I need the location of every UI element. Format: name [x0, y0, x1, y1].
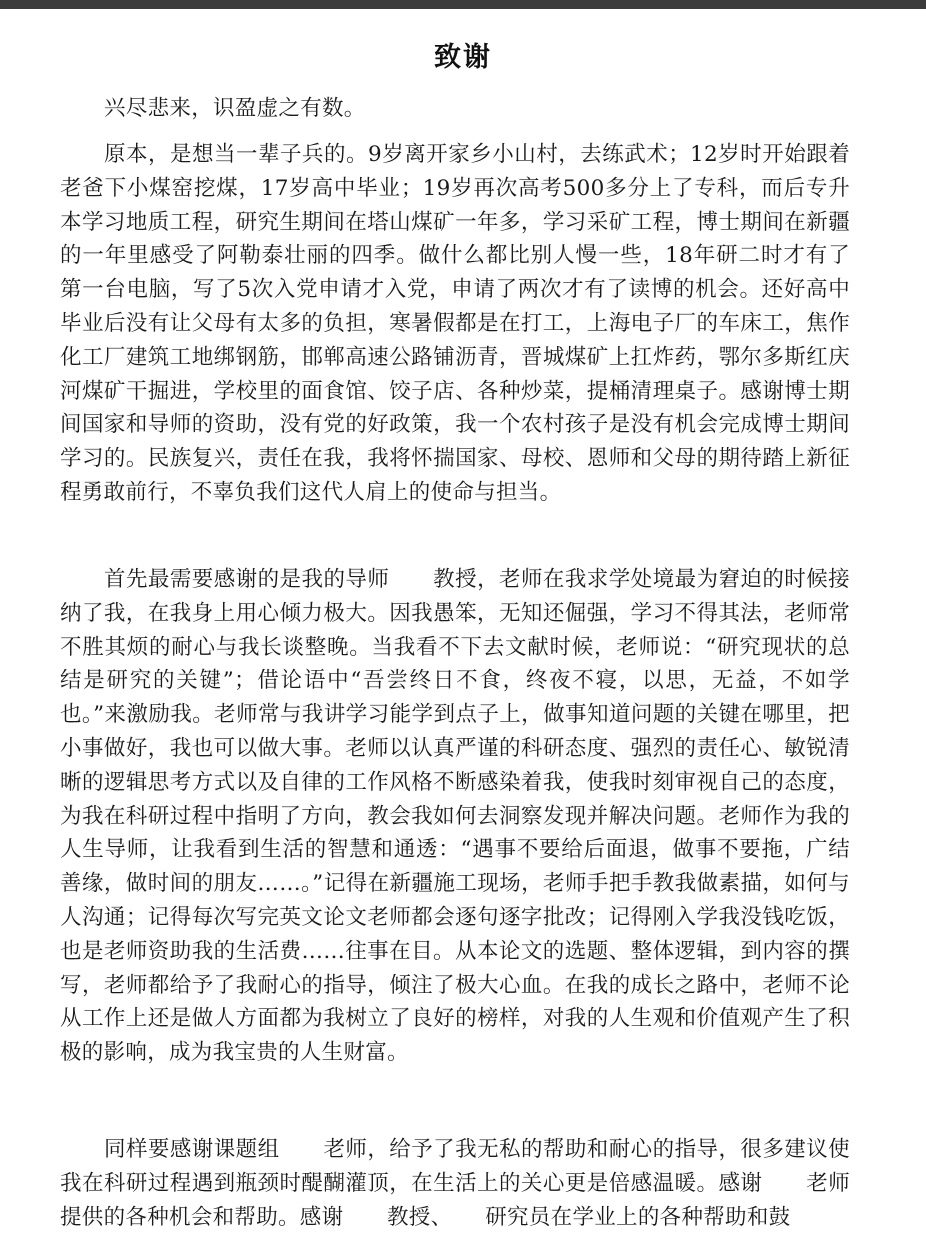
paragraph-advisor-thanks: 首先最需要感谢的是我的导师 教授，老师在我求学处境最为窘迫的时候接纳了我，在我身上用心倾力极大。因我愚笨，无知还倔强，学习不得其法，老师常不胜其烦的耐心与我长谈整晚。当我看不下去文献时候，老师说：“研究现状的总结是研究的关键”；借论语中“吾尝终日不食，终夜不寝，以思，无益，不如学也。”来激励我。老师常与我讲学习能学到点子上，做事知道问题的关键在哪里，把小事做好，我也可以做大事。老师以认真严谨的科研态度、强烈的责任心、敏锐清晰的逻辑思考方式以及自律的工作风格不断感染着我，使我时刻审视自己的态度，为我在科研过程中指明了方向，教会我如何去洞察发现并解决问题。老师作为我的人生导师，让我看到生活的智慧和通透：“遇事不要给后面退，做事不要拖，广结善缘，做时间的朋友……。”记得在新疆施工现场，老师手把手教我做素描，如何与人沟通；记得每次写完英文论文老师都会逐句逐字批改；记得刚入学我没钱吃饭，也是老师资助我的生活费……往事在目。从本论文的选题、整体逻辑，到内容的撰写，老师都给予了我耐心的指导，倾注了极大心血。在我的成长之路中，老师不论从工作上还是做人方面都为我树立了良好的榜样，对我的人生观和价值观产生了积极的影响，成为我宝贵的人生财富。	[60, 567, 850, 1066]
paragraph-group-thanks: 同样要感谢课题组 老师，给予了我无私的帮助和耐心的指导，很多建议使我在科研过程遇到瓶颈时醍醐灌顶，在生活上的关心更是倍感温暖。感谢 老师提供的各种机会和帮助。感谢 教授、 研究员在学业上的各种帮助和鼓	[60, 1137, 850, 1230]
page-title: 致谢	[434, 42, 492, 73]
paragraph-background: 原本，是想当一辈子兵的。9岁离开家乡小山村，去练武术；12岁时开始跟着老爸下小煤窑挖煤，17岁高中毕业；19岁再次高考500多分上了专科，而后专升本学习地质工程，研究生期间在塔山煤矿一年多，学习采矿工程，博士期间在新疆的一年里感受了阿勒泰壮丽的四季。做什么都比别人慢一些，18年研二时才有了第一台电脑，写了5次入党申请才入党，申请了两次才有了读博的机会。还好高中毕业后没有让父母有太多的负担，寒暑假都是在打工，上海电子厂的车床工，焦作化工厂建筑工地绑钢筋，邯郸高速公路铺沥青，晋城煤矿上扛炸药，鄂尔多斯红庆河煤矿干掘进，学校里的面食馆、饺子店、各种炒菜，提桶清理桌子。感谢博士期间国家和导师的资助，没有党的好政策，我一个农村孩子是没有机会完成博士期间学习的。民族复兴，责任在我，我将怀揣国家、母校、恩师和父母的期待踏上新征程勇敢前行，不辜负我们这代人肩上的使命与担当。	[60, 142, 850, 505]
window-top-bar	[0, 0, 926, 9]
paragraph-intro: 兴尽悲来，识盈虚之有数。	[104, 96, 366, 121]
